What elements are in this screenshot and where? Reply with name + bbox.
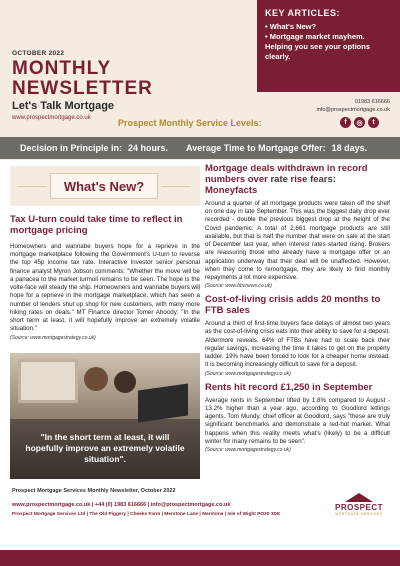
service-levels-label: Prospect Monthly Service Levels:: [118, 118, 262, 128]
article-source: (Source: www.bbcnews.co.uk): [205, 283, 272, 290]
key-articles-title: KEY ARTICLES:: [265, 8, 341, 18]
whats-new-heading: What's New?: [50, 173, 158, 199]
article: [205, 164, 390, 289]
prospect-logo: [328, 493, 390, 516]
article: [205, 383, 390, 453]
article: [205, 295, 390, 376]
right-column: [205, 164, 390, 459]
article-source: (Source: www.mortgagestrategy.co.uk): [205, 447, 291, 454]
decision-value: 24 hours.: [128, 143, 169, 153]
article-title: Tax U-turn could take time to reflect in mortgage pricing: [10, 214, 183, 236]
article-title: Cost-of-living crisis adds 20 months to FTB sales: [205, 294, 381, 317]
article-body: Homeowners and wannabe buyers hope for a reprieve in the mortgage marketplace following the Government's U-turn to reverse the top 45p income tax rate. Interactive Investor senior personal finance analyst Myron Jobson comments: "Whether the move will be a panacea to the market turmoil remains to be seen. The hope is the volte-face will steady the ship. Homeowners and wannabe buyers will hope for a reprieve in the mortgage marketplace, which has seen a number of lenders shut up shop for new customers, with many more hiking rates on deals." MT Finance director Tomer Aboody: "In the short term at least, it will hopefully improve an extremely volatile situation.": [10, 242, 200, 333]
phone-number[interactable]: 01983 616666: [354, 99, 390, 105]
facebook-icon[interactable]: f: [340, 117, 351, 128]
article-title: Mortgage deals withdrawn in record numbers over rate rise fears: Moneyfacts: [205, 163, 368, 196]
social-links: [340, 117, 379, 128]
service-levels-banner: [0, 137, 400, 159]
house-roof-icon: [345, 493, 373, 502]
footer-contact-links[interactable]: www.prospectmortgage.co.uk | +44 (0) 1983 616666 | info@prospectmortgage.co.uk: [12, 502, 231, 508]
key-articles-box: [257, 0, 400, 92]
decision-label: Decision in Principle in:: [20, 143, 123, 153]
person-shape: [114, 371, 136, 393]
article-source: (Source: www.mortgagestrategy.co.uk): [205, 370, 291, 377]
footer-address: Prospect Mortgage Services Ltd | The Old Piggery | Cheeks Farm | Merstone Lane | Merstone | Isle of Wight PO30 3DE: [12, 512, 281, 517]
whats-new-section: [10, 166, 200, 206]
issue-date: OCTOBER 2022: [12, 50, 65, 57]
masthead: [12, 50, 257, 121]
laptop-shape: [138, 383, 188, 422]
header: [0, 0, 400, 160]
left-column: [10, 166, 200, 479]
twitter-icon[interactable]: t: [368, 117, 379, 128]
photo-quote: "In the short term at least, it will hopefully improve an extremely volatile situation".: [10, 419, 200, 479]
newsletter-subtitle: Let's Talk Mortgage: [12, 99, 115, 112]
logo-name: PROSPECT: [334, 503, 383, 512]
contact-info: [317, 99, 390, 114]
offer-value: 18 days.: [331, 143, 368, 153]
footer-title: Prospect Mortgage Services Monthly Newsletter, October 2022: [12, 488, 176, 494]
footer: [0, 480, 400, 566]
article-body: Around a quarter of all mortgage products were taken off the shelf on one day in late September. This was the biggest daily drop ever recorded - double the previous biggest drop at the height of the Covid pandemic. A total of 2,661 mortgage products are still available, but that is half the number that were on sale at the start of December last year, when interest rates started rising. Brokers are reassuring those who already have a mortgage offer or an application underway that their deal will be unaffected. However, when they come to remortgage, they are likely to find monthly repayments a lot more expensive.: [205, 199, 390, 282]
footer-strip: [0, 550, 400, 566]
offer-label: Average Time to Mortgage Offer:: [186, 143, 326, 153]
instagram-icon[interactable]: ◎: [354, 117, 365, 128]
person-shape: [84, 367, 108, 391]
article-source: (Source: www.mortgagestrategy.co.uk): [10, 334, 96, 341]
newsletter-title: MONTHLY NEWSLETTER: [12, 58, 153, 99]
key-article-item[interactable]: • What's New?: [265, 22, 317, 31]
window-shape: [18, 359, 78, 403]
logo-tagline: MORTGAGE SERVICES: [335, 512, 383, 516]
couple-photo: [10, 353, 200, 479]
email-address[interactable]: info@prospectmortgage.co.uk: [316, 106, 390, 113]
key-article-item[interactable]: • Mortgage market mayhem. Helping you see your options clearly.: [265, 32, 371, 62]
header-website-link[interactable]: www.prospectmortgage.co.uk: [12, 114, 91, 121]
article-body: Average rents in September lifted by 1.8% compared to August - 13.2% higher than a year ago, according to Goodlord lettings agents. Tom Mundy, chief officer at Goodlord, says "these are truly significant benchmarks and demonstrate a red-hot market. What happens when this reality meets what's (likely) to be a difficult winter for many remains to be seen".: [205, 396, 390, 445]
article-body: Around a third of first-time buyers face delays of almost two years as the cost-of-living crisis eats into their ability to save for a deposit. Aldermore reveals. 64% of FTBs have had to scale back their regular savings, increasing the time it takes to get on the property ladder. 19% have been forced to look for a cheaper home instead. It is becoming increasingly difficult to save for a deposit.: [205, 320, 390, 369]
article-title: Rents hit record £1,250 in September: [205, 381, 373, 393]
